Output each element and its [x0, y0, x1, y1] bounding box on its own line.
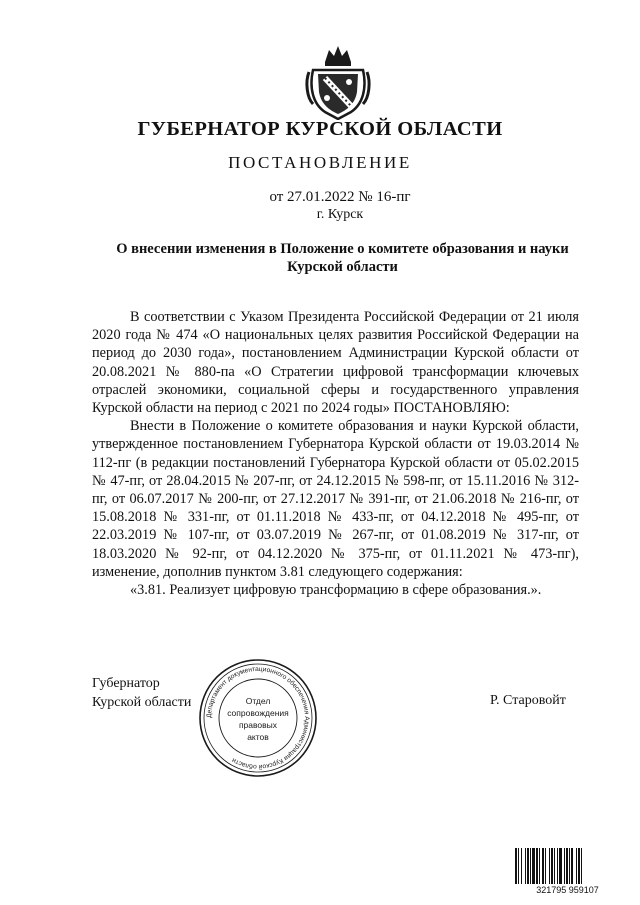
signatory-name: Р. Старовойт [490, 693, 566, 708]
heading-line-2: Курской области [287, 259, 398, 275]
official-stamp-icon [196, 656, 320, 780]
body-paragraph-resolution: Внести в Положение о комитете образования и науки Курской области, утвержденное постановлением Губернатора Курской области от 19.03.2014 № 112-пг (в редакции постановлений Губернатора Курской области от 05.02.2015 № 47-пг, от 28.04.2015 № 207-пг, от 24.12.2015 № 598-пг, от 15.11.2016 № 312-пг, от 06.07.2017 № 200-пг, от 27.12.2017 № 391-пг, от 21.06.2018 № 216-пг, от 15.08.2018 № 331-пг, от 01.11.2018 № 433-пг, от 04.12.2018 № 495-пг, от 22.03.2019 № 107-пг, от 03.07.2019 № 267-пг, от 01.08.2019 № 317-пг, от 18.03.2020 № 92-пг, от 04.12.2020 № 375-пг, от 01.11.2021 № 473-пг), изменение, дополнив пунктом 3.81 следующего содержания: [92, 418, 579, 580]
barcode-bar [578, 848, 580, 884]
barcode-bar [536, 848, 538, 884]
signatory-position-line-2: Курской области [92, 695, 192, 710]
barcode-bar [571, 848, 573, 884]
barcode-bars [515, 848, 582, 884]
signatory-position [92, 674, 191, 712]
barcode-bar [554, 848, 555, 884]
heading-line-1: О внесении изменения в Положение о комитете образования и науки [116, 241, 569, 257]
stamp-ring-text: Департамент документационного обеспечения Администрации Курской области [205, 665, 311, 771]
barcode-bar [532, 848, 535, 884]
barcode-number: 321795 959107 [536, 885, 599, 895]
document-city: г. Курск [316, 207, 364, 222]
stamp-line-2: сопровождения [227, 708, 289, 718]
barcode-bar [518, 848, 519, 884]
barcode-bar [515, 848, 517, 884]
barcode-bar [551, 848, 553, 884]
barcode-bar [569, 848, 570, 884]
stamp-line-4: актов [247, 732, 269, 742]
barcode-bar [559, 848, 562, 884]
barcode-bar [530, 848, 531, 884]
barcode-bar [557, 848, 558, 884]
body-paragraph-preamble: В соответствии с Указом Президента Российской Федерации от 21 июля 2020 года № 474 «О национальных целях развития Российской Федерации на период до 2030 года», постановлением Администрации Курской области от 20.08.2021 № 880-па «О Стратегии цифровой трансформации ключевых отраслей экономики, социальной сферы и государственного управления Курской области на период с 2021 по 2024 годы» ПОСТАНОВЛЯЮ: [92, 309, 579, 417]
barcode-bar [542, 848, 544, 884]
barcode-bar [525, 848, 526, 884]
barcode-bar [539, 848, 540, 884]
stamp-line-1: Отдел [245, 696, 271, 706]
barcode-bar [545, 848, 546, 884]
government-title: ГУБЕРНАТОР КУРСКОЙ ОБЛАСТИ [137, 118, 503, 140]
document-type: ПОСТАНОВЛЕНИЕ [228, 153, 412, 172]
barcode-bar [576, 848, 577, 884]
body-paragraph-amendment: «3.81. Реализует цифровую трансформацию в сфере образования.». [130, 582, 542, 599]
document-body [92, 308, 579, 599]
document-heading [90, 240, 595, 276]
barcode-bar [564, 848, 565, 884]
barcode-icon [514, 848, 621, 896]
barcode-bar [527, 848, 529, 884]
stamp-line-3: правовых [238, 720, 278, 730]
coat-of-arms-icon [303, 42, 373, 120]
barcode-bar [521, 848, 522, 884]
signatory-position-line-1: Губернатор [92, 676, 160, 691]
barcode-bar [566, 848, 568, 884]
barcode-bar [549, 848, 550, 884]
document-date-number: от 27.01.2022 № 16-пг [269, 189, 411, 205]
barcode-bar [581, 848, 582, 884]
